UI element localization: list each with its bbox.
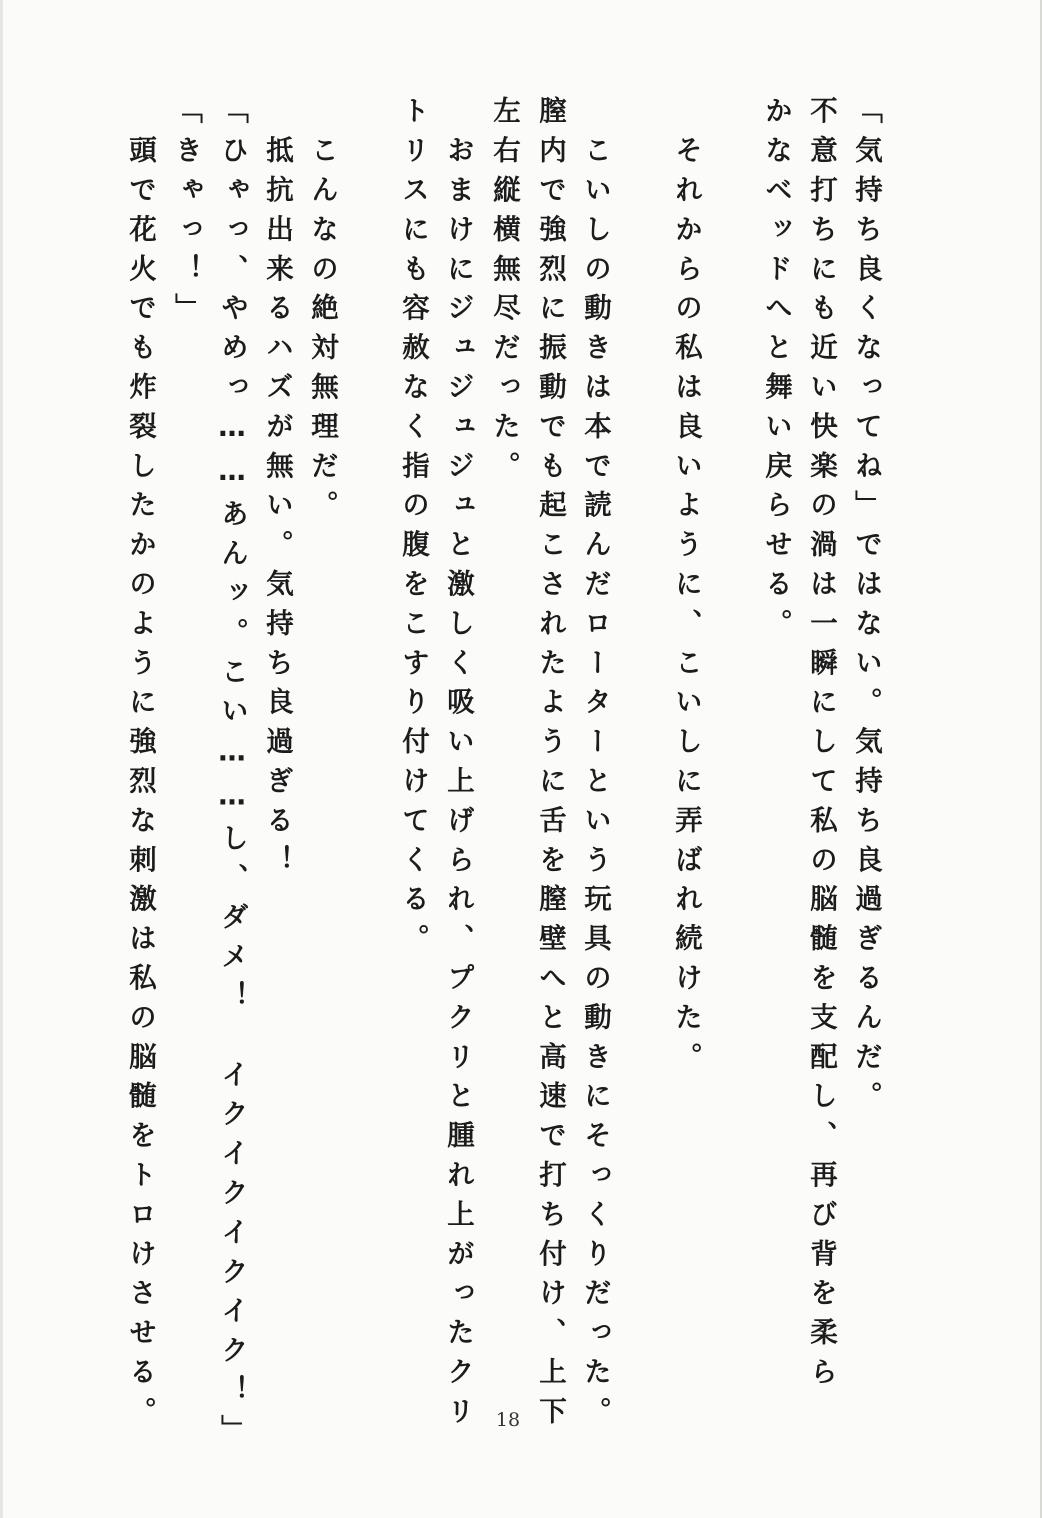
text-column-5: それからの私は良いように、こいしに弄ばれ続けた。 [670, 96, 702, 1081]
text-column-13: こんなの絶対無理だ。 [306, 96, 338, 530]
text-column-14: 抵抗出来るハズが無い。気持ち良過ぎる！ [261, 96, 293, 884]
text-column-2: 不意打ちにも近い快楽の渦は一瞬にして私の脳髄を支配し、再び背を柔ら [805, 96, 837, 1397]
text-column-8: 膣内で強烈に振動でも起こされたように舌を膣壁へと高速で打ち付け、上下 [534, 96, 566, 1436]
text-column-11: トリスにも容赦なく指の腹をこすり付けてくる。 [397, 96, 429, 963]
text-column-9: 左右縦横無尽だった。 [488, 96, 520, 490]
text-column-17: 頭で花火でも炸裂したかのように強烈な刺激は私の脳髄をトロけさせる。 [124, 96, 156, 1436]
text-column-16: 「きゃっ！」 [170, 96, 202, 333]
text-column-1: 「気持ち良くなってね」ではない。気持ち良過ぎるんだ。 [850, 96, 882, 1121]
page-number: 18 [495, 1409, 521, 1431]
text-column-3: かなベッドへと舞い戻らせる。 [760, 96, 792, 648]
text-column-10: おまけにジュジュジュと激しく吸い上げられ、プクリと腫れ上がったクリ [442, 96, 474, 1436]
text-column-7: こいしの動きは本で読んだローターという玩具の動きにそっくりだった。 [579, 96, 611, 1436]
text-column-15: 「ひゃっ、やめっ……あんッ。こい……し、ダメ！ イクイクイクイク！」 [216, 96, 248, 1454]
